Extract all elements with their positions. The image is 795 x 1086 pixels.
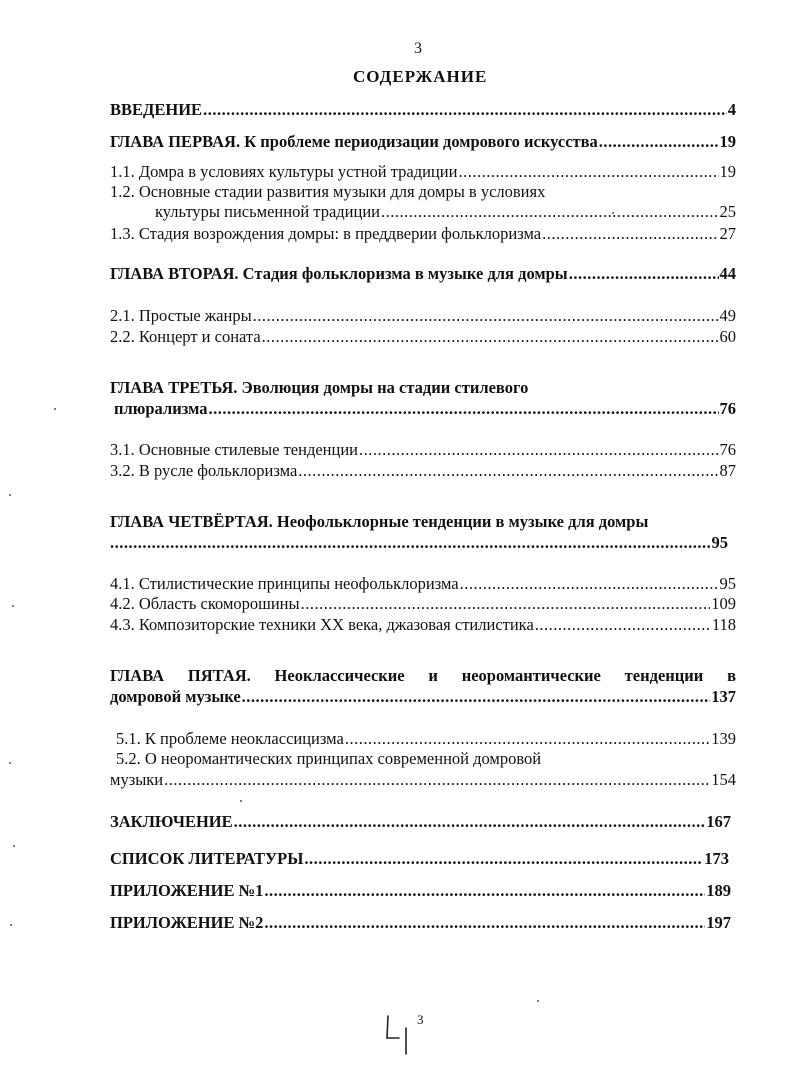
toc-entry-introduction[interactable] — [110, 100, 736, 120]
handwritten-mark-icon — [380, 1008, 420, 1058]
toc-page: 109 — [711, 594, 736, 613]
toc-page: 137 — [711, 687, 736, 706]
toc-entry-5-2[interactable] — [110, 770, 736, 790]
toc-page: 49 — [719, 306, 736, 325]
toc-label: ПРИЛОЖЕНИЕ №1 — [110, 881, 264, 900]
toc-label: 3.1. Основные стилевые тенденции — [110, 440, 358, 459]
toc-entry-appendix-2[interactable] — [110, 913, 731, 933]
toc-entry-1-3[interactable] — [110, 224, 736, 244]
toc-entry-chapter-5[interactable] — [110, 687, 736, 707]
toc-entry-2-1[interactable] — [110, 306, 736, 326]
toc-page: 4 — [727, 100, 736, 119]
toc-label: плюрализма — [114, 399, 208, 418]
toc-label: 4.3. Композиторские техники XX века, джазовая стилистика — [110, 615, 534, 634]
toc-label: музыки — [110, 770, 164, 789]
toc-label: 4.2. Область скоморошины — [110, 594, 300, 613]
scan-speck — [537, 1000, 539, 1002]
scan-speck — [612, 212, 614, 214]
toc-label: 1.1. Домра в условиях культуры устной традиции — [110, 162, 458, 181]
page-title: СОДЕРЖАНИЕ — [353, 67, 488, 86]
toc-label: культуры письменной традиции — [155, 202, 380, 221]
toc-page: 167 — [706, 812, 731, 831]
scan-speck — [13, 845, 15, 847]
toc-entry-2-2[interactable] — [110, 327, 736, 347]
scan-speck — [10, 924, 12, 926]
toc-page: 76 — [719, 440, 736, 459]
scan-speck — [12, 605, 14, 607]
toc-entry-5-1[interactable] — [116, 729, 736, 749]
toc-entry-appendix-1[interactable] — [110, 881, 731, 901]
toc-label: ЗАКЛЮЧЕНИЕ — [110, 812, 233, 831]
toc-entry-chapter-3-line-1: ГЛАВА ТРЕТЬЯ. Эволюция домры на стадии стилевого — [110, 378, 529, 397]
toc-entry-bibliography[interactable] — [110, 849, 729, 869]
toc-label: 1.3. Стадия возрождения домры: в преддверии фольклоризма — [110, 224, 542, 243]
toc-page: 95 — [711, 533, 728, 552]
toc-entry-conclusion[interactable] — [110, 812, 731, 832]
toc-page: 95 — [719, 574, 736, 593]
toc-label: 5.1. К проблеме неоклассицизма — [116, 729, 344, 748]
toc-entry-1-2-line-1: 1.2. Основные стадии развития музыки для домры в условиях — [110, 182, 546, 201]
toc-entry-1-2[interactable] — [155, 202, 736, 222]
scan-speck — [9, 762, 11, 764]
toc-entry-chapter-2[interactable] — [110, 264, 736, 284]
toc-entry-4-1[interactable] — [110, 574, 736, 594]
toc-label: СПИСОК ЛИТЕРАТУРЫ — [110, 849, 304, 868]
scan-speck — [240, 800, 242, 802]
toc-label: ГЛАВА ПЕРВАЯ. К проблеме периодизации домрового искусства — [110, 132, 598, 151]
toc-page: 189 — [706, 881, 731, 900]
toc-entry-5-2-line-1: 5.2. О неоромантических принципах современной домровой — [116, 749, 542, 768]
toc-entry-chapter-1[interactable] — [110, 132, 736, 152]
toc-page: 19 — [719, 162, 736, 181]
toc-page: 25 — [719, 202, 736, 221]
page-number: 3 — [414, 40, 422, 57]
toc-label: 2.1. Простые жанры — [110, 306, 252, 325]
toc-page: 154 — [711, 770, 736, 789]
toc-entry-chapter-5-line-1: ГЛАВА ПЯТАЯ. Неоклассические и неоромантические тенденции в — [110, 666, 736, 685]
scan-speck — [54, 408, 56, 410]
toc-page: 139 — [711, 729, 736, 748]
toc-entry-4-2[interactable] — [110, 594, 736, 614]
toc-label: ПРИЛОЖЕНИЕ №2 — [110, 913, 264, 932]
toc-page: 27 — [719, 224, 736, 243]
toc-page: 197 — [706, 913, 731, 932]
toc-entry-3-2[interactable] — [110, 461, 736, 481]
scan-speck — [9, 494, 11, 496]
toc-entry-chapter-4-line-1: ГЛАВА ЧЕТВЁРТАЯ. Неофольклорные тенденции в музыке для домры — [110, 512, 649, 531]
toc-label: домровой музыке — [110, 687, 241, 706]
toc-label: ГЛАВА ВТОРАЯ. Стадия фольклоризма в музыке для домры — [110, 264, 568, 283]
toc-entry-3-1[interactable] — [110, 440, 736, 460]
toc-label: 3.2. В русле фольклоризма — [110, 461, 298, 480]
toc-page: 19 — [719, 132, 736, 151]
toc-label: 4.1. Стилистические принципы неофольклоризма — [110, 574, 459, 593]
toc-label: ВВЕДЕНИЕ — [110, 100, 203, 119]
toc-page: 44 — [719, 264, 736, 283]
toc-page: 87 — [719, 461, 736, 480]
toc-page: 118 — [711, 615, 736, 634]
toc-entry-chapter-4[interactable] — [110, 533, 728, 553]
toc-entry-chapter-3[interactable] — [114, 399, 736, 419]
toc-label: 2.2. Концерт и соната — [110, 327, 261, 346]
toc-entry-4-3[interactable] — [110, 615, 736, 635]
toc-page: 76 — [719, 399, 736, 418]
toc-entry-1-1[interactable] — [110, 162, 736, 182]
toc-page: 60 — [719, 327, 736, 346]
toc-page: 173 — [704, 849, 729, 868]
stamp-page-number: 3 — [417, 1012, 424, 1027]
